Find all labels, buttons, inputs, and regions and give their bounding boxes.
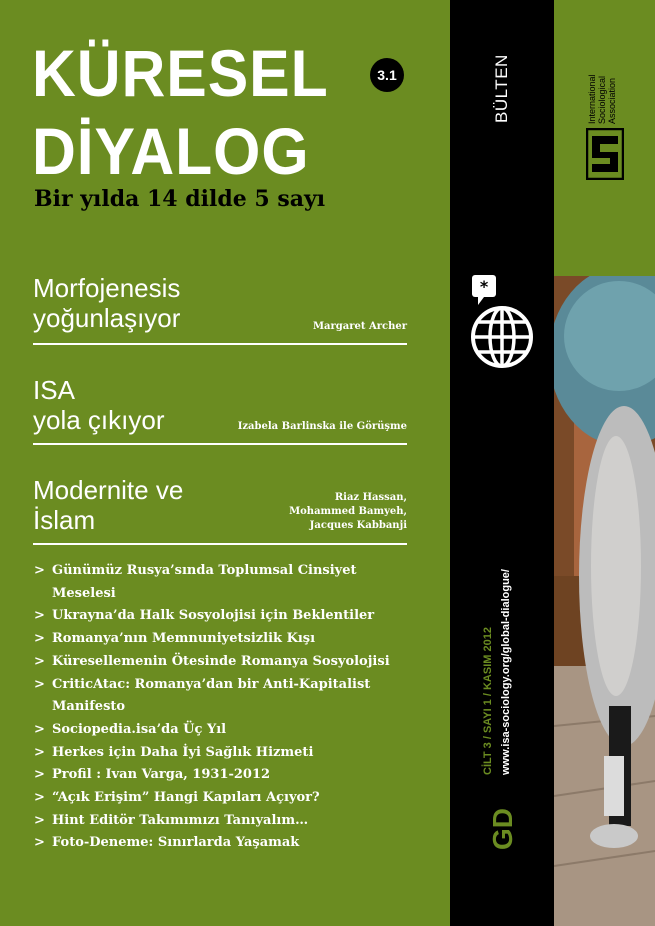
divider <box>33 543 407 545</box>
website-link[interactable]: www.isa-sociology.org/global-dialogue/ <box>500 569 512 775</box>
list-item[interactable]: > Herkes için Daha İyi Sağlık Hizmeti <box>34 744 314 760</box>
divider <box>33 443 407 445</box>
list-item[interactable]: > Foto-Deneme: Sınırlarda Yaşamak <box>34 835 300 851</box>
list-item[interactable]: > Günümüz Rusya’sında Toplumsal Cinsiyet Meselesi <box>34 563 357 601</box>
isa-name: International Sociological Association <box>587 74 617 124</box>
feature-author-2: Izabela Barlinska ile Görüşme <box>237 421 407 432</box>
divider <box>33 343 407 345</box>
bulten-label: BÜLTEN <box>492 54 511 123</box>
tagline: Bir yılda 14 dilde 5 sayı <box>34 186 326 212</box>
masthead-title-line2: DİYALOG <box>32 114 310 188</box>
list-item[interactable]: > Sociopedia.isa’da Üç Yıl <box>34 721 227 737</box>
globe-speech-icon <box>470 275 535 375</box>
svg-text:*: * <box>479 277 489 296</box>
list-item[interactable]: > Hint Editör Takımımızı Tanıyalım… <box>34 812 309 828</box>
feature-author-1: Margaret Archer <box>312 321 407 332</box>
list-item[interactable]: > Profil : Ivan Varga, 1931-2012 <box>34 767 271 783</box>
list-item[interactable]: > Küresellemenin Ötesinde Romanya Sosyolojisi <box>34 653 390 669</box>
volume-info: CİLT 3 / SAYI 1 / KASIM 2012 <box>482 627 494 775</box>
feature-author-3: Riaz Hassan, Mohammed Bamyeh, Jacques Kabbanji <box>289 492 407 531</box>
issue-badge: 3.1 <box>370 58 404 92</box>
spine-panel <box>450 0 554 926</box>
contents-list <box>34 560 434 855</box>
list-item[interactable]: > Ukrayna’da Halk Sosyolojisi için Beklentiler <box>34 608 375 624</box>
list-item[interactable]: > CriticAtac: Romanya’dan bir Anti-Kapitalist Manifesto <box>34 676 371 715</box>
feature-title-3[interactable]: Modernite ve İslam <box>33 475 184 535</box>
list-item[interactable]: > Romanya’nın Memnuniyetsizlik Kışı <box>34 631 316 647</box>
gd-logo: GD <box>487 808 518 850</box>
list-item[interactable]: > “Açık Erişim” Hangi Kapıları Açıyor? <box>34 790 320 806</box>
feature-title-1[interactable]: Morfojenesis yoğunlaşıyor <box>33 273 181 333</box>
isa-logo-icon <box>586 128 624 180</box>
masthead-title-line1: KÜRESEL <box>32 36 329 110</box>
cover-photo <box>554 276 655 926</box>
feature-title-2[interactable]: ISA yola çıkıyor <box>33 375 165 435</box>
